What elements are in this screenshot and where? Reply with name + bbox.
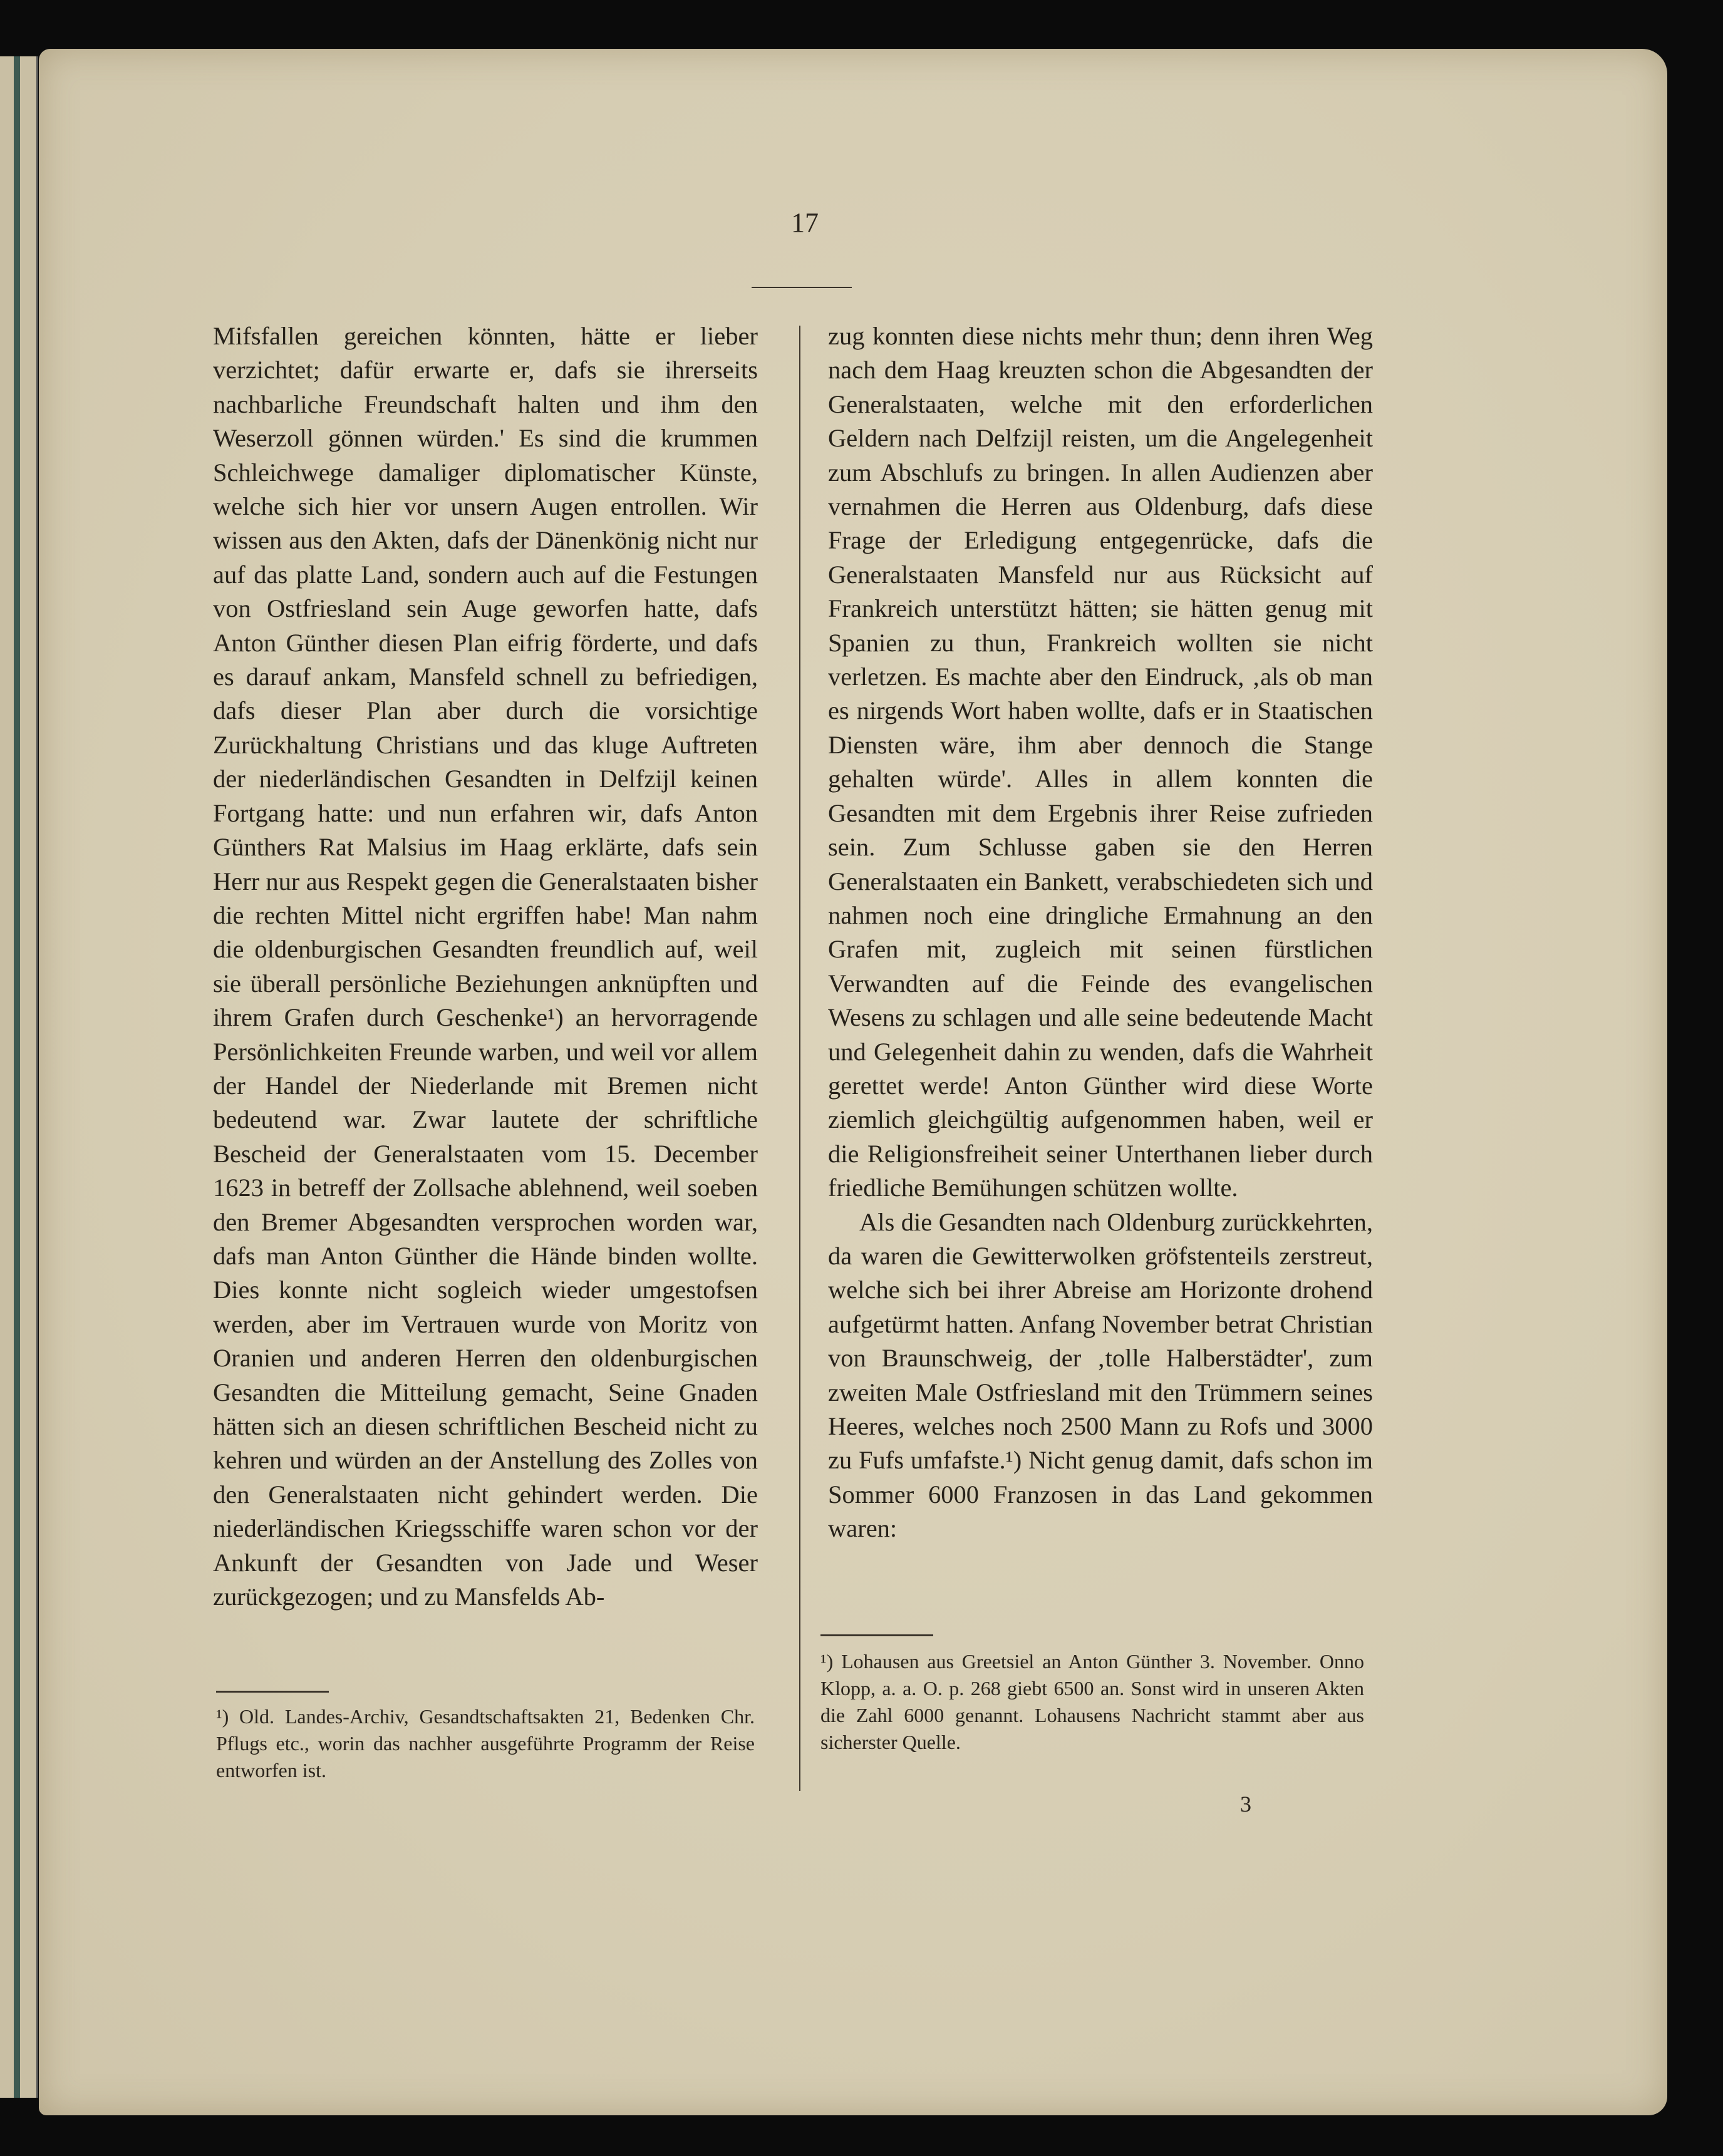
footnote-rule-right xyxy=(820,1634,933,1636)
page-number-rule xyxy=(752,287,852,288)
page-number: 17 xyxy=(791,207,819,238)
binding-strip xyxy=(14,56,20,2098)
right-column xyxy=(828,319,1373,1546)
footnote-rule-left xyxy=(216,1691,329,1693)
left-paragraph-1: Mifsfallen gereichen könnten, hätte er lieber verzichtet; dafür erwarte er, dafs sie ihrerseits nachbarliche Freundschaft halten und ihm den Weserzoll gönnen würden.' Es sind die krummen Schleichwege damaliger diplomatischer Künste, welche sich hier vor unsern Augen entrollen. Wir wissen aus den Akten, dafs der Dänenkönig nicht nur auf das platte Land, sondern auch auf die Festungen von Ostfriesland sein Auge geworfen hatte, dafs Anton Günther diesen Plan eifrig förderte, und dafs es darauf ankam, Mansfeld schnell zu befriedigen, dafs dieser Plan aber durch die vorsichtige Zurückhaltung Christians und das kluge Auftreten der niederländischen Gesandten in Delfzijl keinen Fortgang hatte: und nun erfahren wir, dafs Anton Günthers Rat Malsius im Haag erklärte, dafs sein Herr nur aus Respekt gegen die Generalstaaten bisher die rechten Mittel nicht ergriffen habe! Man nahm die oldenburgischen Gesandten freundlich auf, weil sie überall persönliche Beziehungen anknüpften und ihrem Grafen durch Geschenke¹) an hervorragende Persönlichkeiten Freunde warben, und weil vor allem der Handel der Niederlande mit Bremen nicht bedeutend war. Zwar lautete der schriftliche Bescheid der Generalstaaten vom 15. December 1623 in betreff der Zollsache ablehnend, weil soeben den Bremer Abgesandten versprochen worden war, dafs man Anton Günther die Hände binden wollte. Dies konnte nicht sogleich wieder umgestofsen werden, aber im Vertrauen wurde von Moritz von Oranien und anderen Herren den oldenburgischen Gesandten die Mitteilung gemacht, Seine Gnaden hätten sich an diesen schriftlichen Bescheid nicht zu kehren und würden an der Anstellung des Zolles von den Generalstaaten nicht gehindert werden. Die niederländischen Kriegsschiffe waren schon vor der Ankunft der Gesandten von Jade und Weser zurückgezogen; und zu Mansfelds Ab- xyxy=(213,322,758,1611)
right-paragraph-2: Als die Gesandten nach Oldenburg zurückkehrten, da waren die Gewitterwolken gröfstenteils zerstreut, welche sich bei ihrer Abreise am Horizonte drohend aufgetürmt hatten. Anfang November betrat Christian von Braunschweig, der ‚tolle Halberstädter', zum zweiten Male Ostfriesland mit den Trümmern seines Heeres, welches noch 2500 Mann zu Rofs und 3000 zu Fufs umfafste.¹) Nicht genug damit, dafs schon im Sommer 6000 Franzosen in das Land gekommen waren: xyxy=(828,1207,1373,1543)
right-paragraph-1: zug konnten diese nichts mehr thun; denn ihren Weg nach dem Haag kreuzten schon die Abgesandten der Generalstaaten, welche mit den erforderlichen Geldern nach Delfzijl reisten, um die Angelegenheit zum Abschlufs zu bringen. In allen Audienzen aber vernahmen die Herren aus Oldenburg, dafs diese Frage der Erledigung entgegenrücke, dafs die Generalstaaten Mansfeld nur aus Rücksicht auf Frankreich unterstützt hätten; sie hätten genug mit Spanien zu thun, Frankreich wollten sie nicht verletzen. Es machte aber den Eindruck, ‚als ob man es nirgends Wort haben wollte, dafs er in Staatischen Diensten wäre, ihm aber dennoch die Stange gehalten würde'. Alles in allem konnten die Gesandten mit dem Ergebnis ihrer Reise zufrieden sein. Zum Schlusse gaben sie den Herren Generalstaaten ein Bankett, verabschiedeten sich und nahmen noch eine dringliche Ermahnung an den Grafen mit, zugleich mit seinen fürstlichen Verwandten auf die Feinde des evangelischen Wesens zu schlagen und alle seine bedeutende Macht und Gelegenheit dahin zu wenden, dafs die Wahrheit gerettet werde! Anton Günther wird diese Worte ziemlich gleichgültig aufgenommen haben, weil er die Religionsfreiheit seiner Unterthanen lieber durch friedliche Bemühungen schützen wollte. xyxy=(828,322,1373,1202)
left-column xyxy=(213,319,758,1614)
previous-page-edge xyxy=(0,56,38,2098)
column-divider xyxy=(799,326,800,1791)
footnote-right: ¹) Lohausen aus Greetsiel an Anton Günther 3. November. Onno Klopp, a. a. O. p. 268 giebt 6500 an. Sonst wird in unseren Akten die Zahl 6000 genannt. Lohausens Nachricht stammt aber aus sicherster Quelle. xyxy=(820,1650,1364,1753)
signature-mark: 3 xyxy=(1240,1792,1251,1817)
footnote-left: ¹) Old. Landes-Archiv, Gesandtschaftsakten 21, Bedenken Chr. Pflugs etc., worin das nachher ausgeführte Programm der Reise entworfen ist. xyxy=(216,1705,755,1782)
